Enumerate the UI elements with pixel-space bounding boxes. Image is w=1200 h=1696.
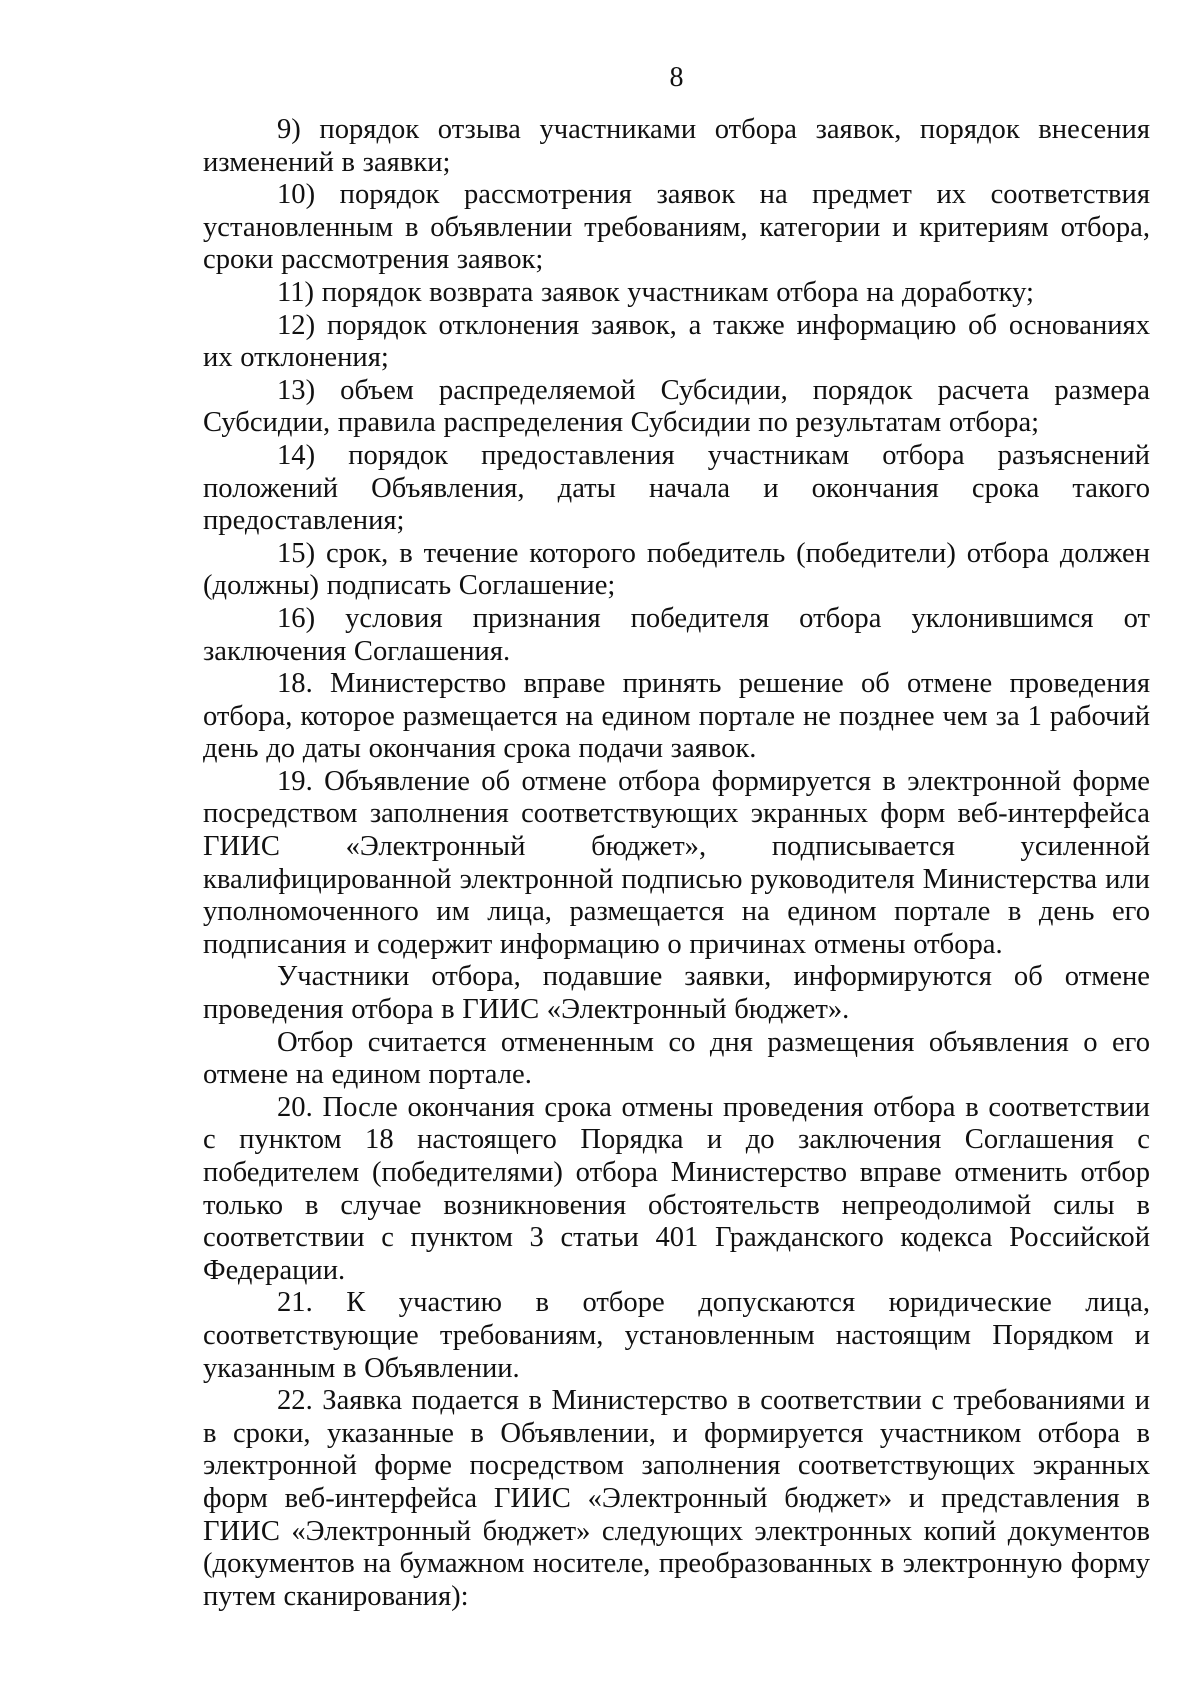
document-page (203, 62, 1150, 1613)
paragraph-selection-cancelled: Отбор считается отмененным со дня размещения объявления о его отмене на едином портале. (203, 1026, 1150, 1091)
paragraph-item-15: 15) срок, в течение которого победитель (победители) отбора должен (должны) подписать Соглашение; (203, 537, 1150, 602)
paragraph-clause-22: 22. Заявка подается в Министерство в соответствии с требованиями и в сроки, указанные в Объявлении, и формируется участником отбора в электронной форме посредством заполнения соответствующих экранных форм веб-интерфейса ГИИС «Электронный бюджет» и представления в ГИИС «Электронный бюджет» следующих электронных копий документов (документов на бумажном носителе, преобразованных в электронную форму путем сканирования): (203, 1385, 1150, 1612)
paragraph-clause-19: 19. Объявление об отмене отбора формируется в электронной форме посредством заполнения соответствующих экранных форм веб-интерфейса ГИИС «Электронный бюджет», подписывается усиленной квалифицированной электронной подписью руководителя Министерства или уполномоченного им лица, размещается на едином портале в день его подписания и содержит информацию о причинах отмены отбора. (203, 765, 1150, 960)
paragraph-item-13: 13) объем распределяемой Субсидии, порядок расчета размера Субсидии, правила распределения Субсидии по результатам отбора; (203, 374, 1150, 439)
paragraph-item-11: 11) порядок возврата заявок участникам отбора на доработку; (277, 276, 1034, 308)
paragraph-item-16: 16) условия признания победителя отбора уклонившимся от заключения Соглашения. (203, 602, 1150, 667)
paragraph-participants-informed: Участники отбора, подавшие заявки, информируются об отмене проведения отбора в ГИИС «Электронный бюджет». (203, 961, 1150, 1026)
paragraph-clause-21: 21. К участию в отборе допускаются юридические лица, соответствующие требованиям, установленным настоящим Порядком и указанным в Объявлении. (203, 1287, 1150, 1384)
paragraph-clause-20: 20. После окончания срока отмены проведения отбора в соответствии с пунктом 18 настоящего Порядка и до заключения Соглашения с победителем (победителями) отбора Министерство вправе отменить отбор только в случае возникновения обстоятельств непреодолимой силы в соответствии с пунктом 3 статьи 401 Гражданского кодекса Российской Федерации. (203, 1091, 1150, 1286)
page-number: 8 (669, 62, 684, 93)
paragraph-clause-18: 18. Министерство вправе принять решение об отмене проведения отбора, которое размещается на едином портале не позднее чем за 1 рабочий день до даты окончания срока подачи заявок. (203, 668, 1150, 765)
paragraph-item-10: 10) порядок рассмотрения заявок на предмет их соответствия установленным в объявлении требованиям, категории и критериям отбора, сроки рассмотрения заявок; (203, 179, 1150, 276)
paragraph-item-14: 14) порядок предоставления участникам отбора разъяснений положений Объявления, даты начала и окончания срока такого предоставления; (203, 439, 1150, 537)
paragraph-item-9: 9) порядок отзыва участниками отбора заявок, порядок внесения изменений в заявки; (203, 114, 1150, 178)
paragraph-item-12: 12) порядок отклонения заявок, а также информацию об основаниях их отклонения; (203, 309, 1150, 374)
